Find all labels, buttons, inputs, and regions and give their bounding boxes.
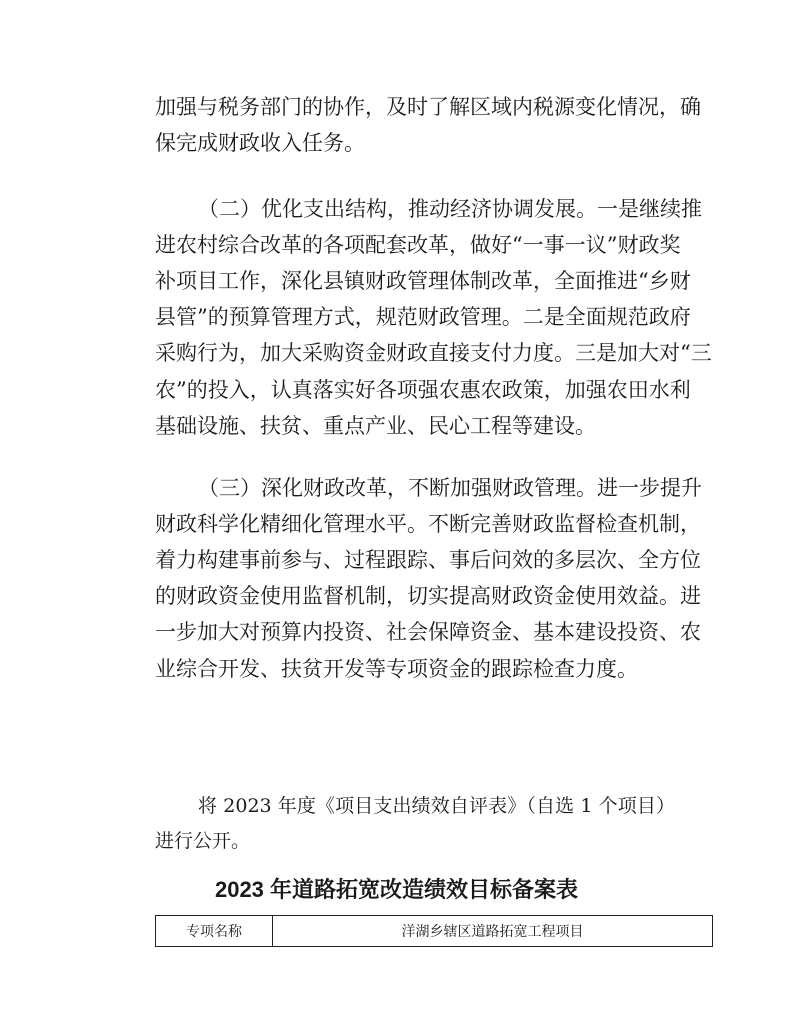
paragraph-line: 加强与税务部门的协作，及时了解区域内税源变化情况，确 [155,95,701,119]
paragraph-line: （三）深化财政改革，不断加强财政管理。进一步提升 [198,476,702,500]
project-name-value: 洋湖乡辖区道路拓宽工程项目 [273,916,713,947]
paragraph-line: （二）优化支出结构，推动经济协调发展。一是继续推 [198,197,702,221]
project-name-label: 专项名称 [156,916,273,947]
paragraph-line: 进农村综合改革的各项配套改革，做好“一事一议”财政奖 [155,233,681,257]
disclosure-line: 进行公开。 [155,830,251,852]
paragraph-line: 保完成财政收入任务。 [155,131,365,155]
paragraph-line: 的财政资金使用监督机制，切实提高财政资金使用效益。进 [155,584,701,608]
paragraph-line: 财政科学化精细化管理水平。不断完善财政监督检查机制， [155,512,701,536]
paragraph-line: 县管”的预算管理方式，规范财政管理。二是全面规范政府 [155,305,691,329]
paragraph-line: 补项目工作，深化县镇财政管理体制改革，全面推进“乡财 [155,269,691,293]
paragraph-line: 农”的投入，认真落实好各项强农惠农政策，加强农田水利 [155,378,691,402]
paragraph-line: 基础设施、扶贫、重点产业、民心工程等建设。 [155,414,596,438]
table-title: 2023 年道路拓宽改造绩效目标备案表 [214,877,579,902]
disclosure-line: 将 2023 年度《项目支出绩效自评表》（自选 1 个项目） [198,795,675,817]
record-table [155,915,713,947]
paragraph-line: 着力构建事前参与、过程跟踪、事后问效的多层次、全方位 [155,548,701,572]
table-row [156,916,713,947]
paragraph-line: 采购行为，加大采购资金财政直接支付力度。三是加大对“三 [155,341,712,365]
paragraph-line: 业综合开发、扶贫开发等专项资金的跟踪检查力度。 [155,657,638,681]
paragraph-line: 一步加大对预算内投资、社会保障资金、基本建设投资、农 [155,620,701,644]
